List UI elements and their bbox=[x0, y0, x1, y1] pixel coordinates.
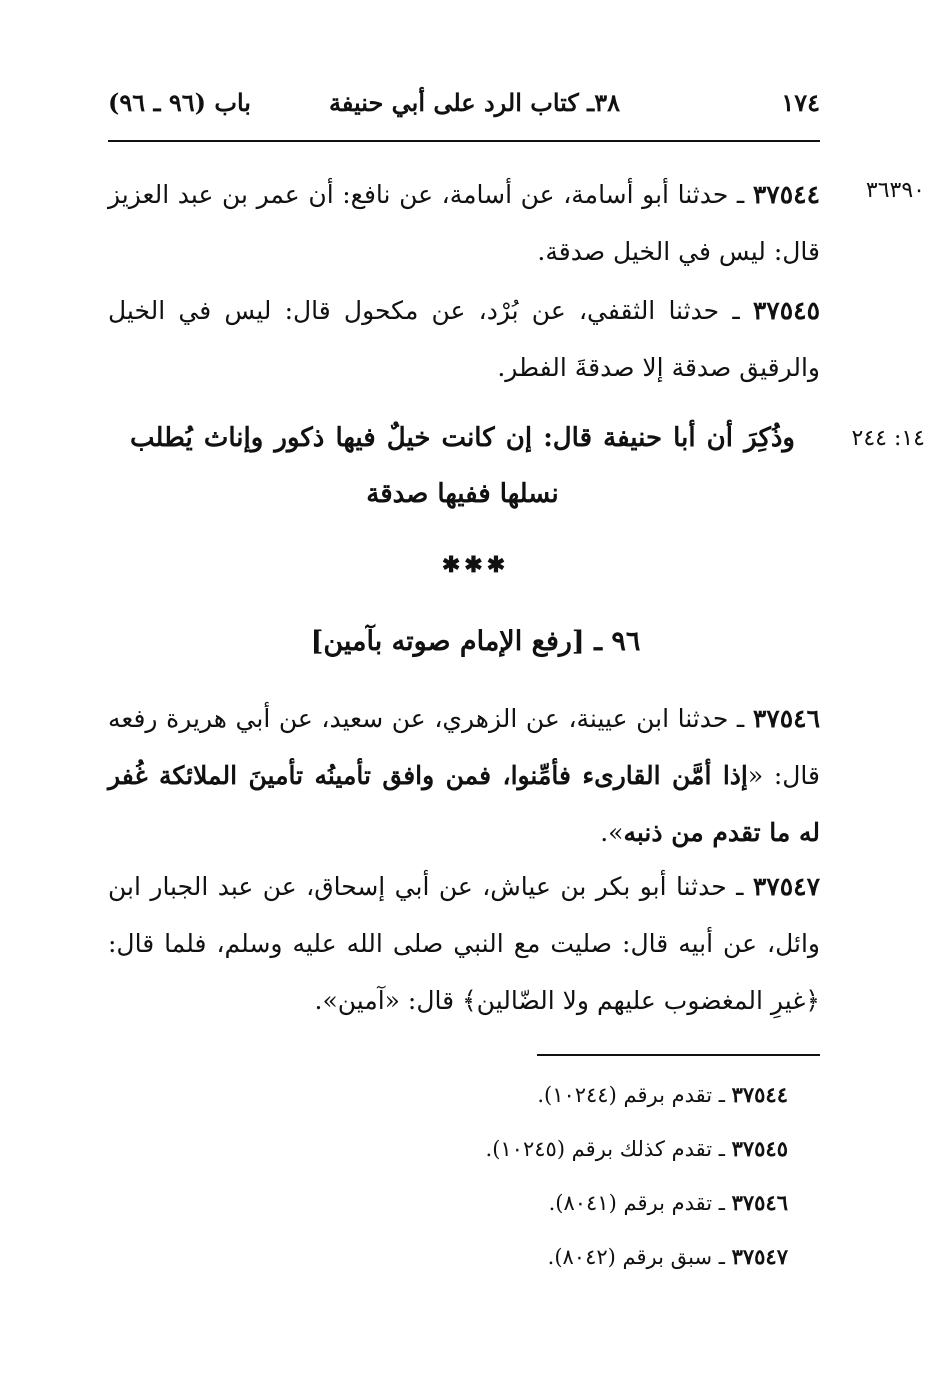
entry-text: ـ حدثنا الثقفي، عن بُرْد، عن مكحول قال: ليس في الخيل والرقيق صدقة إلا صدقةَ الفطر. bbox=[108, 296, 820, 382]
footnote-number: ٣٧٥٤٤ bbox=[731, 1082, 788, 1107]
footnote bbox=[108, 1080, 788, 1110]
section-title: ٩٦ ـ [رفع الإمام صوته بآمين] bbox=[310, 626, 641, 657]
section-separator: ✱✱✱ bbox=[441, 552, 510, 578]
entry-number: ٣٧٥٤٧ bbox=[752, 872, 820, 901]
footnote bbox=[108, 1242, 788, 1272]
margin-reference: ١٤: ٢٤٤ bbox=[851, 426, 925, 451]
entry-text: ـ حدثنا ابن عيينة، عن الزهري، عن سعيد، عن أبي هريرة رفعه قال: « bbox=[108, 704, 820, 790]
hadith-entry bbox=[108, 858, 820, 1029]
chapter-range: باب (٩٦ ـ ٩٦) bbox=[108, 88, 251, 117]
entry-text-end: ». bbox=[600, 818, 624, 847]
entry-number: ٣٧٥٤٦ bbox=[752, 704, 820, 733]
header-divider bbox=[108, 140, 820, 142]
entry-text: ـ حدثنا أبو أسامة، عن أسامة، عن نافع: أن عمر بن عبد العزيز قال: ليس في الخيل صدقة. bbox=[108, 180, 820, 266]
footnote-text: ـ تقدم برقم (٨٠٤١). bbox=[548, 1191, 732, 1215]
book-title: ٣٨ـ كتاب الرد على أبي حنيفة bbox=[328, 88, 620, 117]
hadith-entry bbox=[108, 166, 820, 280]
margin-reference: ٣٦٣٩٠ bbox=[865, 178, 925, 203]
footnote bbox=[108, 1134, 788, 1164]
hadith-entry bbox=[108, 282, 820, 396]
footnote bbox=[108, 1188, 788, 1218]
footnote-number: ٣٧٥٤٦ bbox=[731, 1190, 788, 1215]
page-header bbox=[108, 88, 820, 128]
footnote-number: ٣٧٥٤٧ bbox=[731, 1244, 788, 1269]
footnote-text: ـ سبق برقم (٨٠٤٢). bbox=[547, 1245, 732, 1269]
issue-statement: وذُكِرَ أن أبا حنيفة قال: إن كانت خيلٌ فيها ذكور وإناث يُطلب نسلها ففيها صدقة bbox=[130, 423, 795, 509]
footnote-number: ٣٧٥٤٥ bbox=[731, 1136, 788, 1161]
entry-number: ٣٧٥٤٤ bbox=[752, 180, 820, 209]
footnote-divider bbox=[537, 1054, 820, 1056]
footnote-text: ـ تقدم برقم (١٠٢٤٤). bbox=[537, 1083, 732, 1107]
footnote-text: ـ تقدم كذلك برقم (١٠٢٤٥). bbox=[485, 1137, 732, 1161]
page-number: ١٧٤ bbox=[781, 88, 820, 117]
hadith-quote: إذا أمَّن القارىء فأمِّنوا، فمن وافق تأمينُه تأمينَ الملائكة غُفر له ما تقدم من ذنبه bbox=[108, 761, 820, 847]
hadith-entry bbox=[108, 690, 820, 861]
entry-number: ٣٧٥٤٥ bbox=[752, 296, 820, 325]
entry-text: ـ حدثنا أبو بكر بن عياش، عن أبي إسحاق، عن عبد الجبار ابن وائل، عن أبيه قال: صليت مع النبي صلى الله عليه وسلم، فلما قال: ﴿غيرِ المغضوب عليهم ولا الضّالين﴾ قال: «آمين». bbox=[108, 872, 820, 1015]
